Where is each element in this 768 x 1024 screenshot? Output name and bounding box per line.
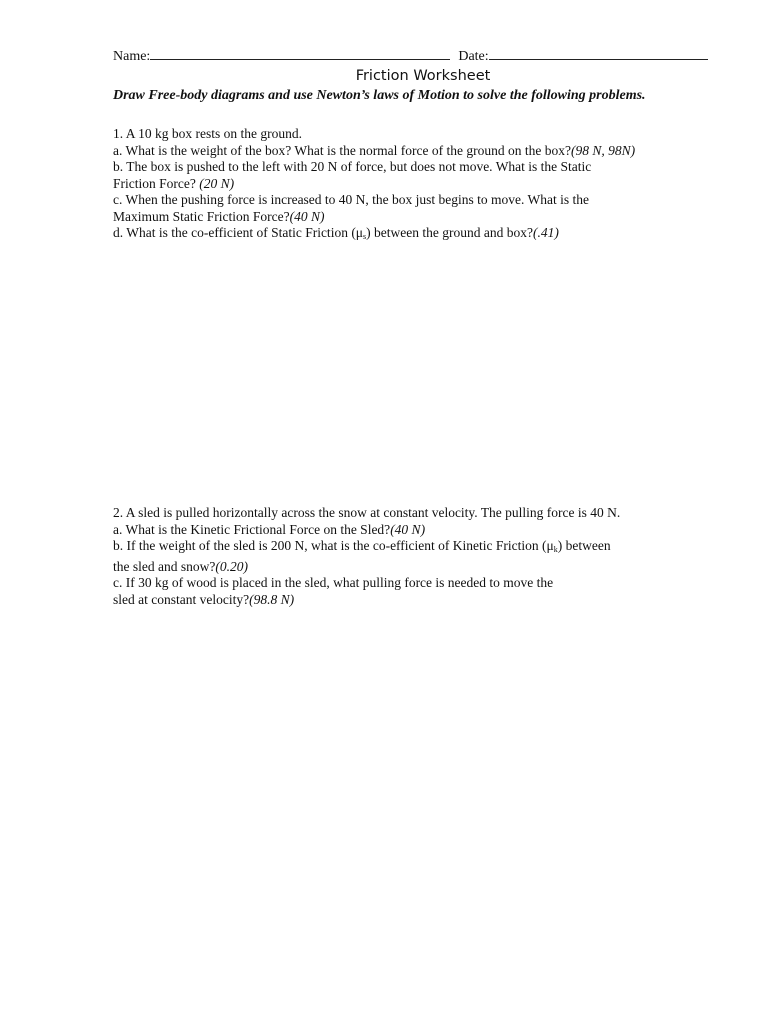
answer-1b: (20 N) bbox=[199, 175, 235, 191]
name-date-line bbox=[113, 47, 713, 66]
answer-1d: (.41) bbox=[533, 225, 559, 240]
instructions: Draw Free-body diagrams and use Newton’s laws of Motion to solve the following problems. bbox=[113, 88, 646, 103]
problem-2b-line2: the sled and snow?(0.20) bbox=[113, 558, 248, 574]
worksheet-title: Friction Worksheet bbox=[355, 68, 491, 84]
problem-2b-line1: b. If the weight of the sled is 200 N, what is the co-efficient of Kinetic Friction $(\mu_k)$ between bbox=[113, 538, 611, 554]
problem-1a: a. What is the weight of the box? What is the normal force of the ground on the box?(98 N, 98N) bbox=[113, 142, 636, 158]
name-blank[interactable] bbox=[150, 47, 450, 60]
name-label: Name: bbox=[113, 49, 151, 64]
problem-1c-line1: c. When the pushing force is increased to 40 N, the box just begins to move. What is the bbox=[113, 192, 590, 207]
date-label: Date: bbox=[458, 49, 489, 64]
answer-2c: (98.8 N) bbox=[249, 591, 295, 607]
answer-1a: (98 N, 98N) bbox=[571, 142, 636, 158]
answer-1c: (40 N) bbox=[289, 208, 325, 224]
problem-2c-line1: c. If 30 kg of wood is placed in the sled, what pulling force is needed to move the bbox=[113, 575, 554, 590]
problem-1b-line1: b. The box is pushed to the left with 20 N of force, but does not move. What is the Static bbox=[113, 159, 592, 174]
problem-2-intro: 2. A sled is pulled horizontally across the snow at constant velocity. The pulling force is 40 N. bbox=[113, 505, 621, 520]
answer-2a: (40 N) bbox=[390, 521, 426, 537]
problem-1-intro: 1. A 10 kg box rests on the ground. bbox=[113, 126, 302, 141]
problem-1 bbox=[113, 126, 673, 246]
problem-2a: a. What is the Kinetic Frictional Force on the Sled?(40 N) bbox=[113, 521, 426, 537]
problem-1b-line2: Friction Force? (20 N) bbox=[113, 175, 235, 191]
problem-1d: d. What is the co-efficient of Static Friction $(\mu_s)$ between the ground and box?(.41) bbox=[113, 225, 559, 241]
problem-2 bbox=[113, 505, 673, 608]
date-blank[interactable] bbox=[489, 47, 708, 60]
answer-2b: (0.20) bbox=[215, 558, 248, 574]
problem-2c-line2: sled at constant velocity?(98.8 N) bbox=[113, 591, 295, 607]
problem-1c-line2: Maximum Static Friction Force?(40 N) bbox=[113, 208, 325, 224]
